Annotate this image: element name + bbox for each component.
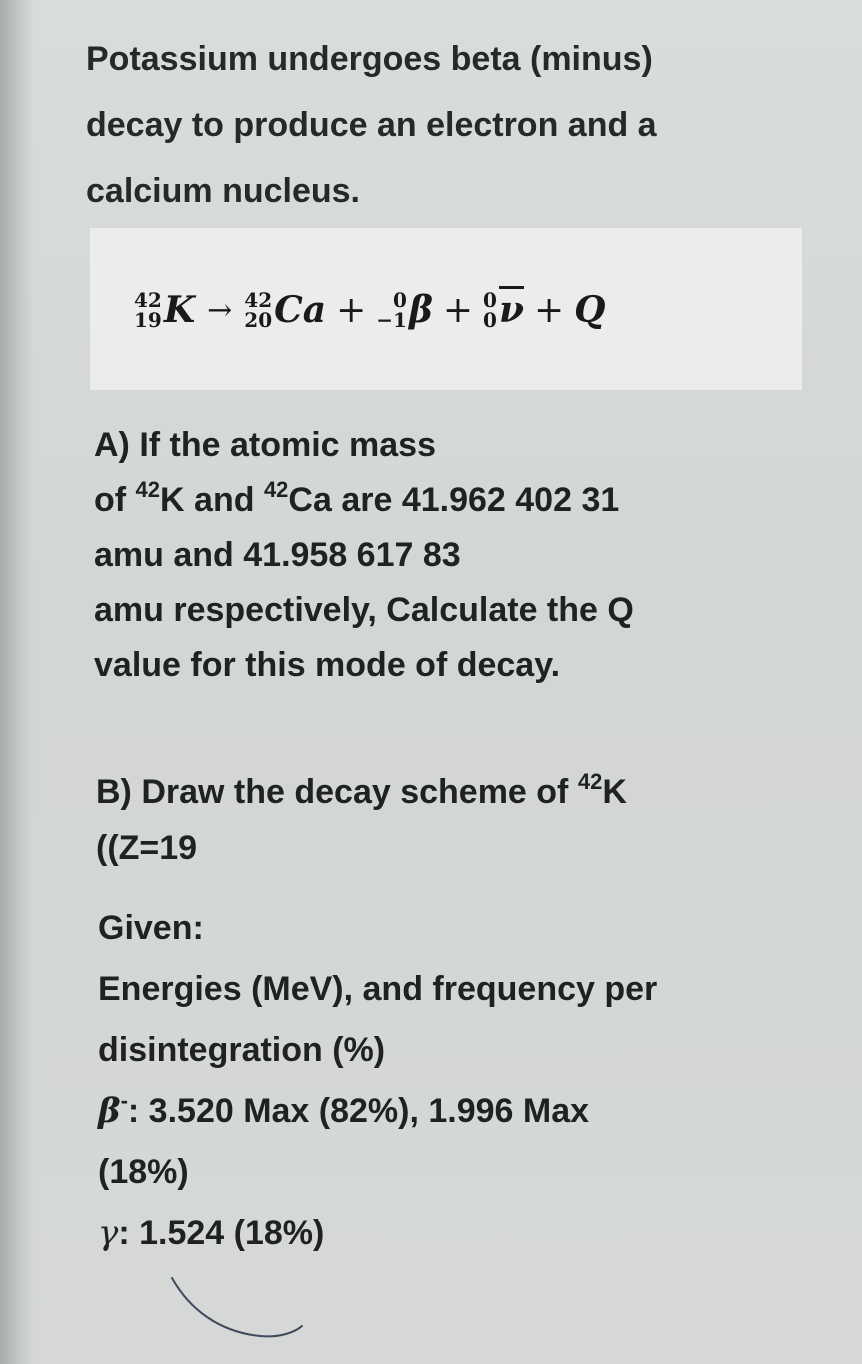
part-a-line: amu respectively, Calculate the Q xyxy=(94,591,634,629)
beta-particle xyxy=(376,289,433,331)
part-b-line: ((Z=19 xyxy=(96,829,198,867)
plus-sign: + xyxy=(442,289,474,331)
given-data xyxy=(98,898,798,1264)
question-part-a xyxy=(94,418,794,693)
mass-number-superscript: 42 xyxy=(577,769,603,794)
beta-charge-number: −1 xyxy=(376,308,407,332)
reaction-arrow: → xyxy=(207,292,233,328)
beta-mass-number: 0 xyxy=(393,288,407,312)
mass-number-superscript: 42 xyxy=(135,477,161,502)
intro-paragraph: Potassium undergoes beta (minus) decay to produce an electron and a calcium nucleus. xyxy=(86,40,657,210)
part-a-line: A) If the atomic mass xyxy=(94,426,436,464)
equation-box xyxy=(90,228,802,390)
antineutrino-mass-number: 0 xyxy=(483,288,497,312)
gamma-symbol: γ xyxy=(98,1213,119,1253)
pen-scribble-mark xyxy=(150,1270,320,1350)
potassium-nuclide xyxy=(134,289,195,331)
given-line: disintegration (%) xyxy=(98,1031,386,1069)
calcium-symbol: Ca xyxy=(274,289,327,331)
given-heading: Given: xyxy=(98,909,204,947)
given-line: (18%) xyxy=(98,1153,189,1191)
q-value-symbol: Q xyxy=(574,289,606,331)
mass-number-superscript: 42 xyxy=(263,477,289,502)
beta-minus-superscript: - xyxy=(120,1088,128,1113)
potassium-atomic-number: 19 xyxy=(134,308,162,332)
antineutrino xyxy=(483,289,524,331)
calcium-atomic-number: 20 xyxy=(244,308,273,332)
part-a-line: of $^{42}$K and $^{42}$Ca are 41.962 402 31 xyxy=(94,477,620,519)
page-edge-shadow xyxy=(0,0,34,1364)
calcium-nuclide xyxy=(244,289,326,331)
beta-energies-line: β-: 3.520 Max (82%), 1.996 Max xyxy=(98,1088,590,1131)
part-a-line: amu and 41.958 617 83 xyxy=(94,536,461,574)
antineutrino-charge-number: 0 xyxy=(483,308,497,332)
beta-symbol: β xyxy=(98,1091,121,1131)
question-part-b xyxy=(96,764,796,876)
beta-symbol: β xyxy=(408,289,433,331)
given-line: Energies (MeV), and frequency per xyxy=(98,970,658,1008)
part-b-line: B) Draw the decay scheme of $^{42}$K xyxy=(96,769,627,811)
antineutrino-symbol: $\overline{\nu}$ xyxy=(498,289,524,331)
plus-sign: + xyxy=(533,289,565,331)
calcium-mass-number: 42 xyxy=(244,288,273,312)
potassium-symbol: K xyxy=(163,289,196,331)
decay-equation xyxy=(134,280,605,340)
gamma-energy-line: γ: 1.524 (18%) xyxy=(98,1213,325,1253)
plus-sign: + xyxy=(336,289,367,331)
potassium-mass-number: 42 xyxy=(134,288,162,312)
part-a-line: value for this mode of decay. xyxy=(94,646,561,684)
